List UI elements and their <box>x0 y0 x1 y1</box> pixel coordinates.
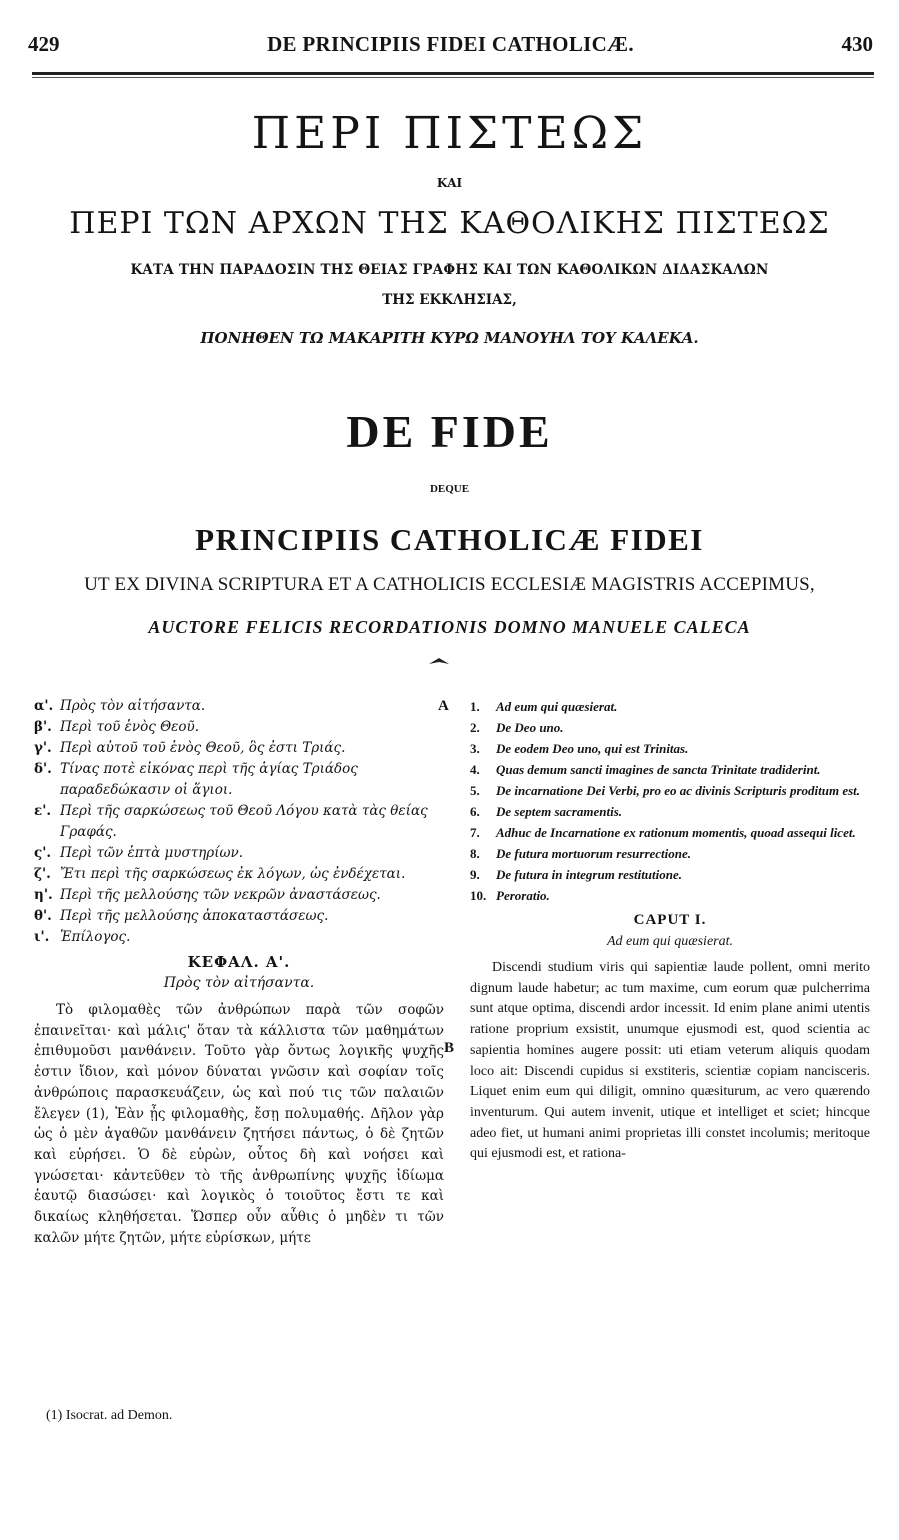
toc-item: 1. Ad eum qui quæsierat. <box>470 699 618 714</box>
toc-item: θ'. Περὶ τῆς μελλούσης ἀποκαταστάσεως. <box>34 908 329 924</box>
latin-author-line: AUCTORE FELICIS RECORDATIONIS DOMNO MANUELE CALECA <box>148 617 751 637</box>
toc-item: 5. De incarnatione Dei Verbi, pro eo ac divinis Scripturis proditum est. <box>470 783 861 798</box>
header-rule-thin <box>32 77 874 78</box>
greek-toc <box>34 696 444 948</box>
toc-item: 10. Peroratio. <box>470 888 550 903</box>
running-header <box>28 32 873 62</box>
toc-item: δ'. Τίνας ποτὲ εἰκόνας περὶ τῆς ἁγίας Τριάδος παραδεδώκασιν οἱ ἅγιοι. <box>34 761 358 798</box>
greek-subtitle: ΠΕΡΙ ΤΩΝ ΑΡΧΩΝ ΤΗΣ ΚΑΘΟΛΙΚΗΣ ΠΙΣΤΕΩΣ <box>69 206 830 241</box>
toc-item: α'. Πρὸς τὸν αἰτήσαντα. <box>34 698 206 714</box>
latin-chapter-heading: CAPUT I. <box>633 912 707 928</box>
toc-item: ι'. Ἐπίλογος. <box>34 929 131 945</box>
page-number-left: 429 <box>28 32 60 56</box>
toc-item: 3. De eodem Deo uno, qui est Trinitas. <box>470 741 689 756</box>
toc-item: 2. De Deo uno. <box>470 720 564 735</box>
running-title: DE PRINCIPIIS FIDEI CATHOLICÆ. <box>267 32 634 56</box>
toc-item: β'. Περὶ τοῦ ἑνὸς Θεοῦ. <box>34 719 200 735</box>
greek-conjunction: ΚΑΙ <box>436 176 463 190</box>
latin-column <box>470 696 870 1165</box>
greek-title: ΠΕΡΙ ΠΙΣΤΕΩΣ <box>251 108 648 159</box>
greek-title-line3: ΚΑΤΑ ΤΗΝ ΠΑΡΑΔΟΣΙΝ ΤΗΣ ΘΕΙΑΣ ΓΡΑΦΗΣ ΚΑΙ ΤΩΝ ΚΑΘΟΛΙΚΩΝ ΔΙΔΑΣΚΑΛΩΝ <box>130 262 769 278</box>
margin-letter-b: B <box>444 1040 455 1056</box>
latin-body-text: Discendi studium viris qui sapientiæ laude pollent, omni merito dignum laude habetur; ac tum maxime, cum eorum quæ pulcherrima sunt atque optima, discendi ardor incessit. Id enim plane animi utentis ratione proprium exsistit, unumque ejusmodi est, quod scientia ac sapientia homines augere possit: uti etiam veterum aliquis quodam loco ait: Discendi cupidus si exstiteris, scientiæ copiam nancisceris. Liquet enim eum qui diligit, omnino quæsiturum, ac vero quærendo inventurum. Qui autem invenit, utique et intelliget et sciet; hincque adeo fiet, ut humani animi proprietas illi constet incolumis; meritoque qui ejusmodi est, et rationa- <box>470 960 870 1162</box>
latin-chapter-subtitle: Ad eum qui quæsierat. <box>607 934 733 949</box>
greek-author-line: ΠΟΝΗΘΕΝ ΤΩ ΜΑΚΑΡΙΤΗ ΚΥΡΩ ΜΑΝΟΥΗΛ ΤΟΥ ΚΑΛΕΚΑ. <box>200 329 699 347</box>
footnote: (1) Isocrat. ad Demon. <box>46 1408 173 1423</box>
latin-title: DE FIDE <box>346 406 553 457</box>
latin-toc <box>470 696 870 906</box>
toc-item: 8. De futura mortuorum resurrectione. <box>470 846 692 861</box>
toc-item: ς'. Περὶ τῶν ἑπτὰ μυστηρίων. <box>34 845 243 861</box>
latin-subtitle: PRINCIPIIS CATHOLICÆ FIDEI <box>195 522 704 557</box>
header-rule <box>32 72 874 75</box>
greek-column <box>34 696 444 1248</box>
toc-item: 6. De septem sacramentis. <box>470 804 623 819</box>
greek-body-text: Τὸ φιλομαθὲς τῶν ἀνθρώπων παρὰ τῶν σοφῶν ἐπαινεῖται· καὶ μάλιϛ' ὅταν τὰ κάλλιστα τῶν μαθημάτων ἐπιθυμοῦσι μανθάνειν. Τοῦτο γὰρ ὄντως λογικῆς ψυχῆς ἐστιν ἴδιον, καὶ μόνον δύναται γνῶσιν καὶ σοφίαν τοῖς ἀνθρώποις παρασκευάζειν, ὡς καὶ πού τις τῶν παλαιῶν ἔλεγεν (1), Ἐὰν ᾖς φιλομαθὴς, ἔσῃ πολυμαθής. Δῆλον γὰρ ὡς ὁ μὲν ἀγαθῶν μανθάνειν ζητήσει πάντως, ὁ δὲ ζητῶν καὶ εὑρήσει. Ὁ δὲ εὑρὼν, οὗτος δὴ καὶ νοήσει καὶ γνώσεται· κἀντεῦθεν τὸ τῆς ἀνθρωπίνης ψυχῆς ἰδίωμα ἑαυτῷ διασώσει· καὶ λογικὸς ὁ τοιοῦτος ἔστι τε καὶ δικαίως κληθήσεται. Ὥσπερ οὖν αὖθις ὁ μηδὲν τι τῶν καλῶν μήτε ζητῶν, μήτε εὑρίσκων, μήτε <box>34 1002 444 1246</box>
toc-item: η'. Περὶ τῆς μελλούσης τῶν νεκρῶν ἀναστάσεως. <box>34 887 381 903</box>
greek-title-line4: ΤΗΣ ΕΚΚΛΗΣΙΑΣ, <box>382 292 517 308</box>
toc-item: 9. De futura in integrum restitutione. <box>470 867 683 882</box>
page-number-right: 430 <box>841 32 873 56</box>
greek-chapter-heading: ΚΕΦΑΛ. Α'. <box>187 953 291 971</box>
margin-letter-a: A <box>438 698 449 714</box>
toc-item: 7. Adhuc de Incarnatione ex rationum momentis, quoad assequi licet. <box>470 825 856 840</box>
toc-item: ζ'. Ἔτι περὶ τῆς σαρκώσεως ἐκ λόγων, ὡς ἐνδέχεται. <box>34 866 406 882</box>
toc-item: ε'. Περὶ τῆς σαρκώσεως τοῦ Θεοῦ Λόγου κατὰ τὰς θείας Γραφάς. <box>34 803 428 840</box>
latin-conjunction: DEQUE <box>429 483 470 495</box>
ornament-icon <box>428 656 450 666</box>
greek-chapter-subtitle: Πρὸς τὸν αἰτήσαντα. <box>163 975 315 991</box>
toc-item: 4. Quas demum sancti imagines de sancta Trinitate tradiderint. <box>470 762 821 777</box>
latin-title-line3: UT EX DIVINA SCRIPTURA ET A CATHOLICIS ECCLESIÆ MAGISTRIS ACCEPIMUS, <box>84 574 815 595</box>
toc-item: γ'. Περὶ αὐτοῦ τοῦ ἑνὸς Θεοῦ, ὃς ἐστι Τριάς. <box>34 740 346 756</box>
